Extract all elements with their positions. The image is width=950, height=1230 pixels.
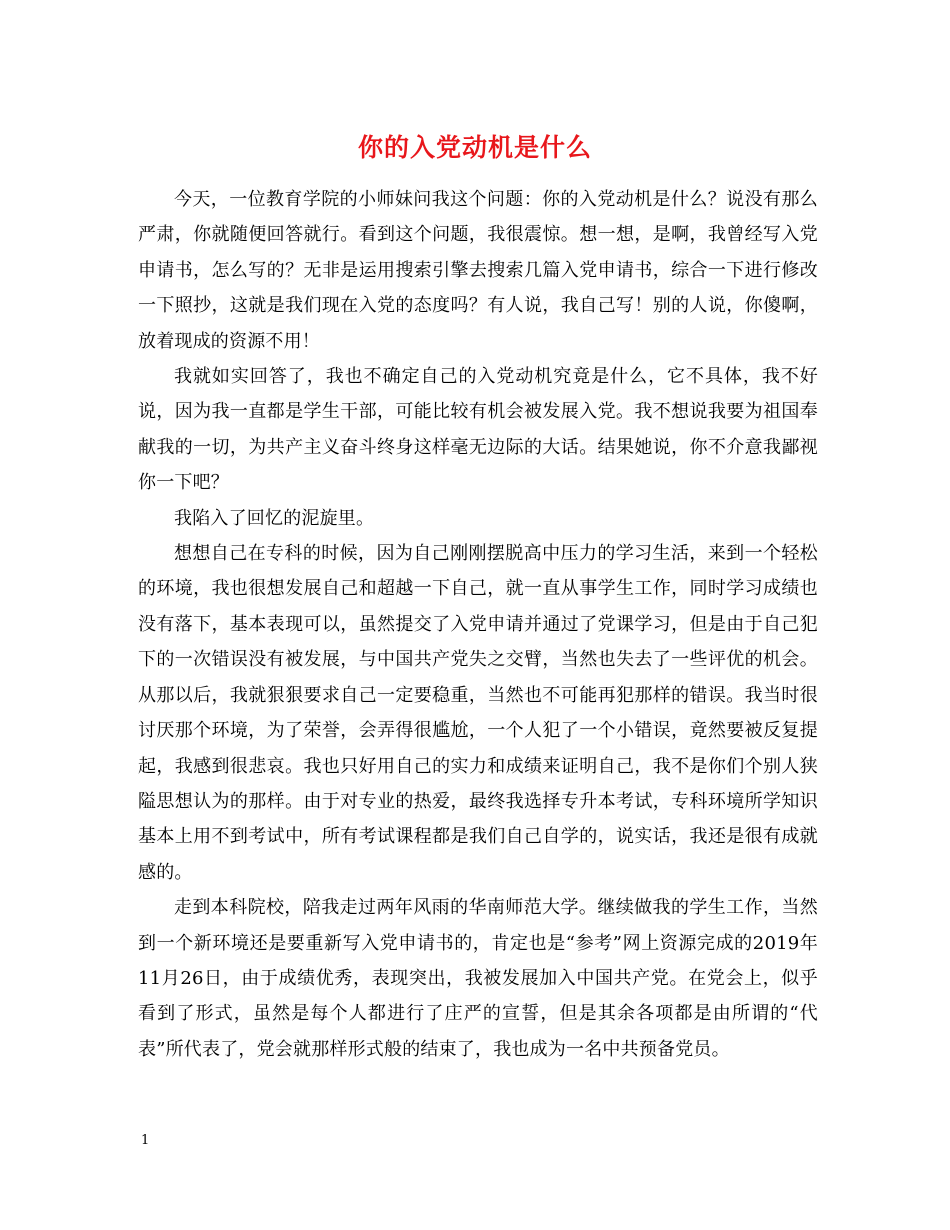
paragraph-1: 今天，一位教育学院的小师妹问我这个问题：你的入党动机是什么？说没有那么严肃，你就随便回答就行。看到这个问题，我很震惊。想一想，是啊，我曾经写入党申请书，怎么写的？无非是运用搜索引擎去搜索几篇入党申请书，综合一下进行修改一下照抄，这就是我们现在入党的态度吗？有人说，我自己写！别的人说，你傻啊，放着现成的资源不用！ bbox=[138, 189, 818, 352]
paragraph-2: 我就如实回答了，我也不确定自己的入党动机究竟是什么，它不具体，我不好说，因为我一直都是学生干部，可能比较有机会被发展入党。我不想说我要为祖国奉献我的一切，为共产主义奋斗终身这样毫无边际的大话。结果她说，你不介意我鄙视你一下吧？ bbox=[138, 366, 818, 494]
paragraph-5: 走到本科院校，陪我走过两年风雨的华南师范大学。继续做我的学生工作，当然到一个新环境还是要重新写入党申请书的，肯定也是“参考”网上资源完成的2019年11月26日，由于成绩优秀，表现突出，我被发展加入中国共产党。在党会上，似乎看到了形式，虽然是每个人都进行了庄严的宣誓，但是其余各项都是由所谓的“代表”所代表了，党会就那样形式般的结束了，我也成为一名中共预备党员。 bbox=[138, 897, 818, 1060]
paragraph-4: 想想自己在专科的时候，因为自己刚刚摆脱高中压力的学习生活，来到一个轻松的环境，我也很想发展自己和超越一下自己，就一直从事学生工作，同时学习成绩也没有落下，基本表现可以，虽然提交了入党申请并通过了党课学习，但是由于自己犯下的一次错误没有被发展，与中国共产党失之交臂，当然也失去了一些评优的机会。从那以后，我就狠狠要求自己一定要稳重，当然也不可能再犯那样的错误。我当时很讨厌那个环境，为了荣誉，会弄得很尴尬，一个人犯了一个小错误，竟然要被反复提起，我感到很悲哀。我也只好用自己的实力和成绩来证明自己，我不是你们个别人狭隘思想认为的那样。由于对专业的热爱，最终我选择专升本考试，专科环境所学知识基本上用不到考试中，所有考试课程都是我们自己自学的，说实话，我还是很有成就感的。 bbox=[138, 543, 818, 883]
paragraph-3: 我陷入了回忆的泥旋里。 bbox=[174, 507, 375, 529]
document-title: 你的入党动机是什么 bbox=[357, 133, 592, 162]
page-number: 1 bbox=[141, 1133, 150, 1148]
document-body bbox=[138, 182, 818, 1067]
